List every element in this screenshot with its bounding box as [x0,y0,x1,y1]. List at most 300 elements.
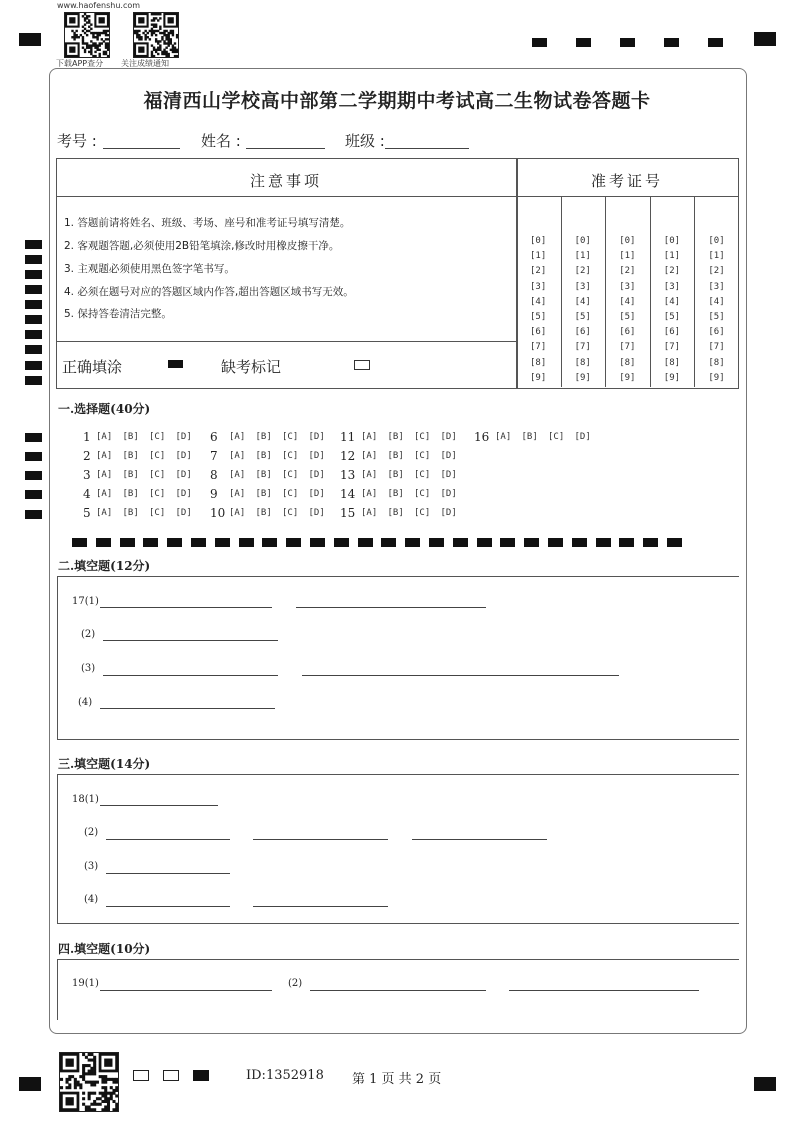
ticket-digit-option[interactable]: [0] [619,236,636,246]
mc-option-bubble[interactable]: [A] [361,451,378,461]
mc-option-bubble[interactable]: [B] [521,432,538,442]
page-qr-code [59,1052,119,1112]
mc-option-bubble[interactable]: [C] [149,489,166,499]
timing-mark [215,538,230,547]
mc-option-bubble[interactable]: [B] [122,470,139,480]
ticket-digit-option[interactable]: [5] [619,312,636,322]
qr-module [90,28,92,30]
q18-3-label: (3) [84,861,99,872]
mc-option-bubble[interactable]: [A] [96,508,113,518]
qr-module [92,42,94,44]
qr-module [82,1092,85,1095]
divider [56,196,516,197]
qr-module [157,30,159,32]
timing-mark [25,361,42,370]
mc-option-bubble[interactable]: [A] [495,432,512,442]
mc-option-bubble[interactable]: [D] [175,432,192,442]
qr-module [110,1092,113,1095]
timing-mark [25,510,42,519]
mc-option-bubble[interactable]: [B] [387,508,404,518]
qr-module [151,32,153,34]
qr-module [104,1092,107,1095]
mc-option-bubble[interactable]: [A] [96,432,113,442]
qr-module [101,32,103,34]
ticket-digit-option[interactable]: [9] [663,372,681,383]
ticket-digit-option[interactable]: [0] [708,236,725,246]
mc-option-bubble[interactable]: [C] [414,489,431,499]
qr-module [101,1100,104,1103]
qr-module [142,32,144,34]
answer-line[interactable] [509,990,699,991]
ticket-digit-option[interactable]: [3] [530,281,547,292]
qr-module [73,32,75,34]
qr-module [110,1086,113,1089]
qr-module [82,36,84,38]
qr-module [74,1078,77,1081]
qr-module [153,23,155,25]
mc-option-bubble[interactable]: [D] [574,432,591,442]
ticket-digit-option[interactable]: [9] [708,372,725,383]
ticket-digit-option[interactable]: [1] [619,251,636,262]
qr-module [99,42,101,44]
mc-question-number: 8 [210,468,218,482]
mc-option-bubble[interactable]: [B] [255,489,272,499]
mc-option-bubble[interactable]: [D] [175,489,192,499]
mc-option-bubble[interactable]: [D] [440,489,457,499]
qr-module [136,36,138,38]
mc-option-bubble[interactable]: [A] [229,470,246,480]
mc-option-bubble[interactable]: [D] [440,470,457,480]
answer-line[interactable] [100,805,218,806]
follow-qr-code [133,12,179,58]
qr-module [151,19,153,21]
mc-option-bubble[interactable]: [A] [96,451,113,461]
ticket-digit-option[interactable]: [5] [574,312,591,322]
qr-module [86,34,88,36]
qr-module [82,1075,85,1078]
timing-mark [25,345,42,354]
qr-module [165,55,167,57]
qr-module [149,38,151,40]
timing-mark [576,38,591,47]
qr-module [103,32,105,34]
answer-line[interactable] [100,990,272,991]
ticket-digit-option[interactable]: [1] [663,251,681,262]
qr-module [104,1059,112,1067]
qr-module [105,32,107,34]
ticket-digit-option[interactable]: [5] [708,312,725,322]
qr-module [85,1108,88,1111]
mc-option-bubble[interactable]: [D] [175,470,192,480]
qr-module [105,42,107,44]
mc-option-bubble[interactable]: [B] [122,489,139,499]
qr-module [88,51,90,53]
ticket-digit-option[interactable]: [2] [574,266,591,277]
mc-option-bubble[interactable]: [B] [255,432,272,442]
ticket-digit-option[interactable]: [1] [708,251,725,262]
timing-mark [708,38,723,47]
ticket-digit-option[interactable]: [0] [574,236,591,246]
mc-option-bubble[interactable]: [B] [387,470,404,480]
ticket-digit-option[interactable]: [0] [530,236,547,246]
answer-line[interactable] [100,708,275,709]
ticket-digit-option[interactable]: [0] [663,236,681,246]
ticket-digit-option[interactable]: [8] [574,357,591,368]
ticket-digit-option[interactable]: [9] [530,372,547,383]
qr-module [159,28,161,30]
qr-module [99,34,101,36]
ticket-digit-option[interactable]: [6] [708,327,725,338]
mc-question-number: 15 [340,506,356,520]
ticket-digit-option[interactable]: [6] [574,327,591,338]
mc-option-bubble[interactable]: [A] [229,489,246,499]
ticket-digit-option[interactable]: [2] [619,266,636,277]
qr-module [155,23,157,25]
qr-module [138,30,140,32]
ticket-digit-option[interactable]: [2] [663,266,681,277]
mc-option-bubble[interactable]: [C] [149,451,166,461]
qr-module [93,1103,96,1106]
answer-line[interactable] [253,906,388,907]
ticket-digit-option[interactable]: [4] [574,296,591,307]
timing-mark [25,240,42,249]
mc-heading: 一.选择题(40分) [58,402,151,416]
q18-1-label: 18(1) [72,794,99,805]
qr-module [170,49,172,51]
qr-module [161,32,163,34]
qr-module [153,19,155,21]
answer-line[interactable] [103,675,278,676]
qr-module [105,47,107,49]
qr-module [112,1100,115,1103]
qr-module [88,21,90,23]
qr-module [90,44,92,46]
qr-module [93,1100,96,1103]
answer-line[interactable] [100,607,272,608]
answer-line[interactable] [310,990,486,991]
qr-module [107,49,109,51]
ticket-digit-option[interactable]: [8] [663,357,681,368]
answer-line[interactable] [103,640,278,641]
ticket-digit-option[interactable]: [7] [619,342,636,353]
qr-module [107,1092,110,1095]
qr-module [105,34,107,36]
q17-1-label: 17(1) [72,596,99,607]
qr-module [99,1092,102,1095]
mc-option-bubble[interactable]: [A] [96,489,113,499]
qr-module [172,44,174,46]
ticket-digit-option[interactable]: [2] [530,266,547,277]
qr-module [165,30,167,32]
qr-module [68,1086,71,1089]
qr-module [99,1097,102,1100]
mc-option-bubble[interactable]: [C] [282,470,299,480]
timing-mark [381,538,396,547]
qr2-caption: 关注成绩通知 [121,59,169,68]
mc-option-bubble[interactable]: [C] [149,470,166,480]
mc-option-bubble[interactable]: [A] [229,508,246,518]
qr-module [174,42,176,44]
mc-option-bubble[interactable]: [B] [122,432,139,442]
qr-module [82,47,84,49]
exam-no-field[interactable] [103,148,180,149]
timing-mark [167,538,182,547]
exam-no-label: 考号 : [57,132,97,150]
mc-option-bubble[interactable]: [D] [440,508,457,518]
ticket-digit-option[interactable]: [1] [574,251,591,262]
qr-module [80,34,82,36]
qr-module [140,38,142,40]
qr-module [93,1070,96,1073]
ticket-digit-option[interactable]: [1] [530,251,547,262]
qr-module [159,26,161,28]
qr-module [163,42,165,44]
qr-module [101,1108,104,1111]
page-number: 第 1 页 共 2 页 [352,1072,442,1087]
qr-module [88,1064,91,1067]
ticket-digit-option[interactable]: [3] [574,281,591,292]
mc-option-bubble[interactable]: [C] [414,508,431,518]
qr-module [90,47,92,49]
correct-fill-sample [168,360,183,368]
qr-module [94,47,96,49]
ticket-digit-option[interactable]: [4] [619,296,636,307]
mc-option-bubble[interactable]: [C] [414,470,431,480]
ticket-digit-option[interactable]: [7] [663,342,681,353]
answer-line[interactable] [106,906,230,907]
ticket-digit-option[interactable]: [8] [708,357,725,368]
qr-module [90,51,92,53]
ticket-digit-option[interactable]: [6] [530,327,547,338]
qr-module [153,32,155,34]
timing-mark [334,538,349,547]
mc-option-bubble[interactable]: [A] [96,470,113,480]
qr-module [94,44,96,46]
timing-mark [453,538,468,547]
answer-line[interactable] [106,839,230,840]
mc-option-bubble[interactable]: [C] [282,508,299,518]
qr-module [159,17,161,19]
mc-question-number: 1 [83,430,91,444]
mc-option-bubble[interactable]: [B] [255,470,272,480]
qr-module [82,1103,85,1106]
mc-option-bubble[interactable]: [D] [308,451,325,461]
ticket-digit-option[interactable]: [7] [574,342,591,353]
answer-line[interactable] [412,839,547,840]
qr-module [172,32,174,34]
mc-option-bubble[interactable]: [D] [308,508,325,518]
ticket-digit-option[interactable]: [5] [530,312,547,322]
timing-mark [25,300,42,309]
mc-option-bubble[interactable]: [B] [387,489,404,499]
qr-module [77,1083,80,1086]
qr-module [159,13,161,15]
mc-option-bubble[interactable]: [A] [229,451,246,461]
qr-module [151,30,153,32]
ticket-digit-option[interactable]: [9] [619,372,636,383]
mc-option-bubble[interactable]: [A] [361,489,378,499]
qr-module [68,1083,71,1086]
qr-module [99,17,105,23]
mc-option-bubble[interactable]: [D] [440,432,457,442]
timing-mark [596,538,611,547]
qr-module [77,1081,80,1084]
qr-module [82,1097,85,1100]
qr-module [147,32,149,34]
timing-mark [310,538,325,547]
answer-line[interactable] [296,607,486,608]
qr-module [174,49,176,51]
qr-module [112,1081,115,1084]
sec3-answer-area [57,774,739,924]
qr-module [82,38,84,40]
qr-module [107,1100,110,1103]
qr-module [96,49,98,51]
ticket-digit-option[interactable]: [5] [663,312,681,322]
ticket-digit-option[interactable]: [8] [619,357,636,368]
qr-module [88,1094,91,1097]
qr-module [82,1070,85,1073]
mc-option-bubble[interactable]: [C] [548,432,565,442]
mc-option-bubble[interactable]: [B] [387,451,404,461]
qr-module [153,55,155,57]
mc-option-bubble[interactable]: [D] [175,508,192,518]
mc-option-bubble[interactable]: [D] [440,451,457,461]
qr-module [82,30,84,32]
qr-module [101,1092,104,1095]
mc-option-bubble[interactable]: [C] [149,508,166,518]
qr-module [93,1059,96,1062]
qr-module [82,1067,85,1070]
ticket-digit-option[interactable]: [4] [663,296,681,307]
qr-module [163,49,165,51]
mc-option-bubble[interactable]: [B] [122,451,139,461]
qr-module [92,55,94,57]
answer-line[interactable] [106,873,230,874]
class-field[interactable] [385,148,469,149]
ticket-digit-option[interactable]: [6] [663,327,681,338]
note-item: 5. 保持答卷清洁完整。 [64,308,172,320]
mc-option-bubble[interactable]: [A] [361,470,378,480]
ticket-digit-option[interactable]: [4] [530,296,547,307]
qr-module [94,51,96,53]
mc-option-bubble[interactable]: [A] [229,432,246,442]
mc-option-bubble[interactable]: [B] [255,451,272,461]
qr-module [104,1075,107,1078]
ticket-digit-option[interactable]: [3] [663,281,681,292]
qr-module [151,28,153,30]
qr-module [66,1078,69,1081]
absent-mark-box[interactable] [354,360,370,370]
mc-option-bubble[interactable]: [B] [387,432,404,442]
qr-module [99,49,101,51]
class-label: 班级 : [345,132,385,150]
qr-module [103,40,105,42]
qr-module [115,1089,118,1092]
ticket-digit-option[interactable]: [7] [530,342,547,353]
qr-module [60,1078,63,1081]
ticket-digit-option[interactable]: [3] [619,281,636,292]
mc-option-bubble[interactable]: [D] [175,451,192,461]
ticket-digit-option[interactable]: [6] [619,327,636,338]
qr-module [172,47,174,49]
timing-mark [500,538,515,547]
mc-option-bubble[interactable]: [C] [414,451,431,461]
mc-option-bubble[interactable]: [C] [414,432,431,442]
qr-module [86,15,88,17]
ticket-digit-option[interactable]: [7] [708,342,725,353]
qr-module [82,1064,85,1067]
timing-mark [25,490,42,499]
page-mark-box [163,1070,179,1081]
qr-module [88,19,90,21]
qr-module [138,17,144,23]
absent-mark-label: 缺考标记 [221,358,282,376]
qr-module [73,34,75,36]
sheet-id: ID:1352918 [246,1068,324,1083]
ticket-digit-option[interactable]: [8] [530,357,547,368]
ticket-digit-option[interactable]: [9] [574,372,591,383]
mc-option-bubble[interactable]: [D] [308,470,325,480]
mc-option-bubble[interactable]: [B] [122,508,139,518]
qr-module [155,30,157,32]
answer-line[interactable] [302,675,619,676]
qr-module [144,30,146,32]
qr-module [174,47,176,49]
mc-option-bubble[interactable]: [C] [149,432,166,442]
answer-line[interactable] [253,839,388,840]
qr-module [149,30,151,32]
qr-module [94,42,96,44]
mc-question-number: 9 [210,487,218,501]
qr-module [176,34,178,36]
qr-module [103,51,105,53]
qr-module [84,49,86,51]
qr-module [168,38,170,40]
qr-module [86,44,88,46]
mc-option-bubble[interactable]: [C] [282,432,299,442]
qr-module [90,49,92,51]
qr-module [104,1105,107,1108]
name-field[interactable] [246,148,325,149]
mc-option-bubble[interactable]: [C] [282,489,299,499]
mc-option-bubble[interactable]: [C] [282,451,299,461]
qr-module [153,49,155,51]
qr-module [157,42,159,44]
q19-1-label: 19(1) [72,978,99,989]
qr-module [88,47,90,49]
ticket-digit-option[interactable]: [2] [708,266,725,277]
timing-mark [72,538,87,547]
qr-module [107,34,109,36]
mc-option-bubble[interactable]: [B] [255,508,272,518]
qr-module [136,34,138,36]
ticket-digit-option[interactable]: [3] [708,281,725,292]
mc-option-bubble[interactable]: [D] [308,489,325,499]
ticket-digit-option[interactable]: [4] [708,296,725,307]
mc-question-number: 14 [340,487,356,501]
qr-module [88,1105,91,1108]
qr-module [105,30,107,32]
mc-option-bubble[interactable]: [D] [308,432,325,442]
mc-option-bubble[interactable]: [A] [361,508,378,518]
mc-option-bubble[interactable]: [A] [361,432,378,442]
qr-module [96,38,98,40]
qr-module [101,1075,104,1078]
qr-module [86,30,88,32]
timing-mark [548,538,563,547]
qr-module [163,32,165,34]
